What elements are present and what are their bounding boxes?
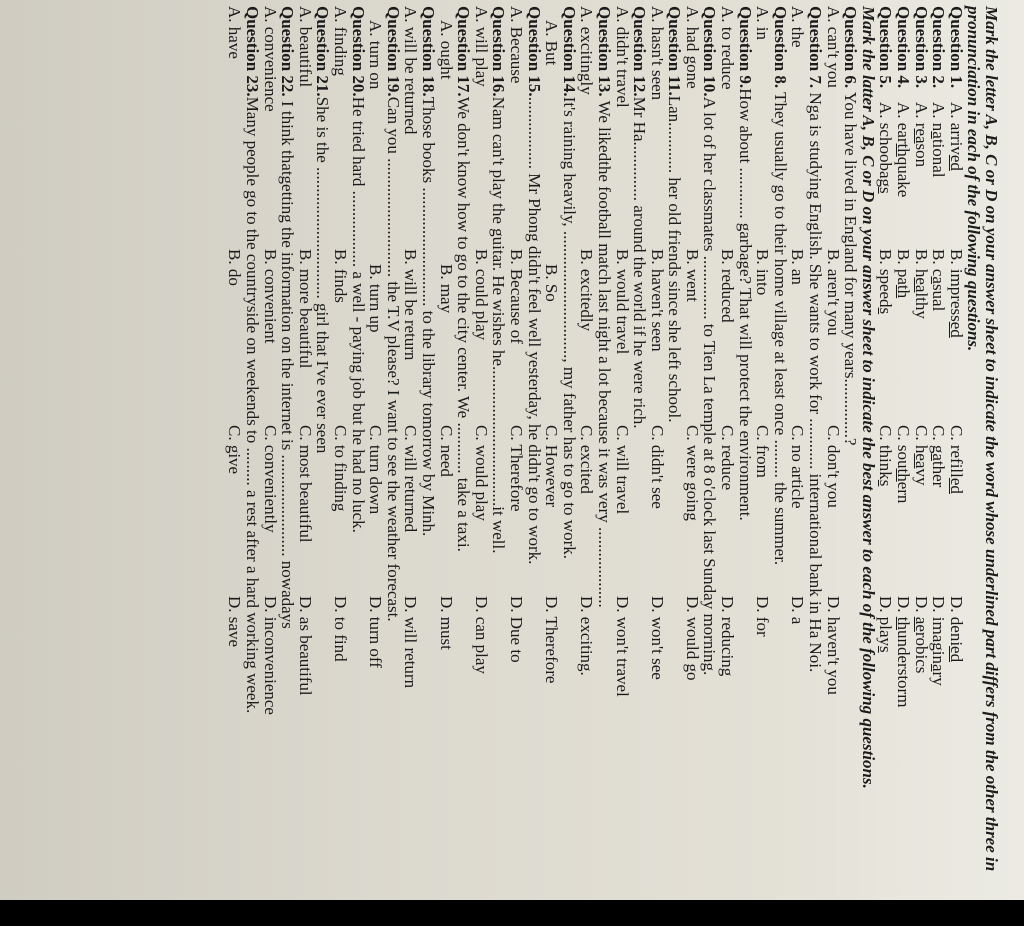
mcq-question-6 — [824, 6, 859, 886]
question-text — [243, 6, 261, 713]
option-a: A. will play — [471, 6, 491, 87]
question-stem-text: It's raining heavily, .............................., my father has to go to work. — [559, 96, 579, 559]
option-d: D. as beautiful — [295, 596, 315, 696]
question-stem-text: Lan............ her old friends since she left school. — [665, 95, 685, 423]
option-d: D. a — [788, 596, 808, 625]
mcq-question-13 — [578, 6, 613, 886]
option-b: B. path — [894, 249, 914, 299]
question-text — [455, 6, 473, 552]
option-c: C. Therefore — [506, 425, 526, 512]
option-c: C. gather — [929, 425, 949, 488]
question-stem-text: You have lived in England for many years..............? — [841, 88, 861, 446]
question-text — [560, 6, 578, 559]
option-c: C. However — [542, 425, 562, 508]
question-number: Question 3. — [911, 6, 931, 89]
question-number: Question 7. — [806, 6, 826, 89]
mcq-question-18 — [402, 6, 437, 886]
question-number: Question 6. — [841, 6, 861, 89]
underlined-part: a — [929, 453, 949, 461]
question-text — [279, 6, 297, 629]
question-stem — [842, 6, 860, 886]
option-c: C. no article — [788, 425, 808, 509]
option-a: A. convenience — [260, 6, 280, 112]
underlined-part: ea — [911, 277, 931, 293]
question-number: Question 22. — [278, 6, 298, 97]
options-row — [226, 6, 244, 886]
option-d: D. for — [753, 596, 773, 637]
underlined-part: ae — [911, 616, 931, 632]
pron-question-4 — [894, 6, 912, 886]
option-c: C. from — [753, 425, 773, 478]
option-b: B. finds — [331, 249, 351, 303]
option-b: B. casual — [929, 249, 949, 312]
question-text — [419, 6, 437, 536]
option-c: C. will travel — [612, 425, 632, 515]
question-text — [314, 6, 332, 453]
question-text — [666, 6, 684, 422]
options-row — [472, 6, 490, 886]
option-d: D. haven't you — [823, 596, 843, 695]
option-a: A. finding — [331, 6, 351, 76]
multiple-choice-questions — [226, 6, 859, 886]
option-d: D. would go — [682, 596, 702, 681]
question-number: Question 15. — [524, 6, 544, 97]
options-row — [824, 6, 842, 886]
option-b: B. may — [436, 264, 456, 314]
option-b: B. convenient — [260, 249, 280, 344]
question-number: Question 17. — [454, 6, 474, 97]
options-row — [296, 6, 314, 886]
options-row — [261, 6, 279, 886]
question-text — [736, 6, 754, 521]
option-d: D. exciting. — [577, 596, 597, 676]
question-number: Question 8. — [770, 6, 790, 89]
question-stem-text: We likedthe football match last night a lot because it was very ................... — [594, 96, 614, 608]
option-a: A. in — [753, 6, 773, 40]
question-text — [349, 6, 367, 533]
option-d: D. must — [436, 596, 456, 650]
mcq-question-19 — [367, 6, 402, 886]
mcq-question-15 — [507, 6, 542, 886]
question-number: Question 12. — [630, 6, 650, 97]
option-c: C. conveniently — [260, 425, 280, 533]
options-row — [543, 6, 561, 886]
question-stem — [525, 6, 543, 886]
question-stem — [349, 6, 367, 886]
option-b: B. impressed — [946, 249, 966, 338]
question-stem — [455, 6, 473, 886]
question-stem-text: A lot of her classmates ............... to Tien La temple at 8 o'clock last Sunday morning. — [700, 96, 720, 676]
option-b: B. could play — [471, 249, 491, 341]
question-text — [631, 6, 649, 429]
question-stem — [419, 6, 437, 886]
question-stem-text: Those books ............................ to the library tomorrow by Minh. — [419, 96, 438, 537]
options-row — [754, 6, 772, 886]
mcq-question-8 — [754, 6, 789, 886]
underlined-part: th — [894, 284, 914, 299]
question-number: Question 11. — [665, 6, 685, 96]
section-2-instruction: Mark the latter A, B, C or D on your answer sheet to indicate the best answer to each of the following questions. — [858, 6, 878, 789]
options-row — [367, 6, 385, 886]
question-stem — [771, 6, 789, 886]
option-c: C. were going — [682, 425, 702, 521]
option-b: B. turn up — [366, 264, 386, 333]
question-number: Question 2. — [929, 6, 949, 89]
question-number: Question 18. — [419, 6, 438, 97]
underlined-part: ed — [946, 321, 966, 338]
option-a: A. schoobags — [876, 102, 896, 194]
question-stem — [631, 6, 649, 886]
question-stem-text: Nga is studying English. She wants to work for ............ international bank in Ha Noi. — [806, 88, 826, 673]
question-stem — [666, 6, 684, 886]
question-stem-text: ................. Mr Phong didn't feel well yesterday, he didn't go to work. — [524, 96, 544, 565]
option-a: A. have — [225, 6, 245, 59]
mcq-question-7 — [789, 6, 824, 886]
underlined-part: a — [929, 664, 949, 672]
option-c: C. didn't see — [647, 425, 667, 509]
question-stem-text: How about ............ garbage? That will protect the environment. — [735, 88, 755, 521]
option-a: A. had gone — [682, 6, 702, 89]
option-d: D. plays — [876, 596, 896, 653]
question-text — [771, 6, 789, 565]
option-b: B. haven't seen — [647, 249, 667, 352]
question-text — [384, 6, 402, 622]
options-row — [402, 6, 420, 886]
option-a: A. will be returned — [401, 6, 421, 135]
option-c: C. don't you — [823, 425, 843, 508]
mcq-question-12 — [613, 6, 648, 886]
question-number: Question 21. — [313, 6, 333, 97]
option-a: A. didn't travel — [612, 6, 632, 108]
option-c: C. give — [225, 425, 245, 475]
question-number: Question 16. — [489, 6, 509, 97]
mcq-question-10 — [683, 6, 718, 886]
question-number: Question 19. — [383, 6, 403, 97]
question-stem-text: I think thatgetting the information on the internet is ........................ nowadays — [278, 96, 298, 629]
option-a: A. Because — [506, 6, 526, 84]
option-c: C. thinks — [876, 425, 896, 487]
question-stem-text: She is the ............................... girl that I've ever seen — [313, 96, 333, 454]
option-c: C. reduce — [718, 425, 738, 491]
question-stem — [384, 6, 402, 886]
option-a: A. excitingly — [577, 6, 597, 95]
question-number: Question 4. — [894, 6, 914, 89]
underlined-part: s — [876, 479, 896, 487]
question-number: Question 14. — [559, 6, 579, 97]
section-1-instruction: Mark the letter A, B, C or D on your answer sheet to indicate the word whose underlined part differs from the other three in pronunciation in each of the following questions. — [964, 6, 1001, 872]
underlined-part: s — [876, 646, 896, 653]
options-row — [613, 6, 631, 886]
option-d: D. save — [225, 596, 245, 647]
option-b: B. aren't you — [823, 249, 843, 336]
option-b: B. would travel — [612, 249, 632, 355]
option-b: B. more beautiful — [295, 249, 315, 369]
question-stem-text: He tried hard .................. a well - paying job but he had no luck. — [348, 96, 368, 533]
option-d: D. denied — [946, 596, 966, 663]
mcq-question-20 — [331, 6, 366, 886]
underlined-part: th — [894, 616, 914, 631]
option-d: D. thunderstorm — [894, 596, 914, 708]
question-stem — [560, 6, 578, 886]
options-row — [331, 6, 349, 886]
question-stem-text: Many people go to the countryside on weekends to ......... a rest after a hard working week. — [243, 96, 263, 714]
question-stem-text: We don't know how to go to the city center. We ............ take a taxi. — [454, 96, 474, 552]
underlined-part: a — [929, 276, 949, 284]
question-text — [490, 6, 508, 553]
underlined-part: ed — [946, 646, 966, 663]
option-b: B. do — [225, 249, 245, 286]
worksheet-content — [226, 6, 1000, 886]
mcq-question-17 — [437, 6, 472, 886]
option-d: D. aerobics — [911, 596, 931, 674]
option-b: B. went — [682, 249, 702, 302]
underlined-part: a — [929, 131, 949, 139]
question-stem-text: They usually go to their home village at least once ......... the summer. — [770, 88, 790, 566]
option-c: C. southern — [894, 425, 914, 504]
question-number: Question 9. — [735, 6, 755, 89]
question-number: Question 1. — [946, 6, 966, 89]
option-d: D. to find — [331, 596, 351, 662]
option-b: B. excitedly — [577, 249, 597, 332]
question-stem — [736, 6, 754, 886]
options-row — [719, 6, 737, 886]
question-text — [525, 6, 543, 564]
question-stem-text: Nam can't play the guitar. He wishes he.................................it well. — [489, 96, 509, 554]
option-b: B. Because of — [506, 249, 526, 344]
pron-question-1 — [947, 6, 965, 886]
underlined-part: ed — [946, 477, 966, 494]
option-c: C. most beautiful — [295, 425, 315, 543]
option-b: B. an — [788, 249, 808, 285]
option-b: B. So — [542, 264, 562, 302]
option-d: D. inconvenience — [260, 596, 280, 715]
options-row — [437, 6, 455, 886]
option-a: A. arrived — [946, 102, 966, 171]
options-row — [578, 6, 596, 886]
options-row — [648, 6, 666, 886]
question-number: Question 13. — [594, 6, 614, 97]
question-number: Question 10. — [700, 6, 720, 97]
option-d: D. reducing — [718, 596, 738, 677]
question-text — [806, 6, 824, 672]
question-stem — [243, 6, 261, 886]
option-a: A. beautiful — [295, 6, 315, 88]
question-text — [701, 6, 719, 675]
option-a: A. to reduce — [718, 6, 738, 90]
option-d: D. won't travel — [612, 596, 632, 697]
option-d: D. will return — [401, 596, 421, 689]
option-d: D. Due to — [506, 596, 526, 663]
options-row — [789, 6, 807, 886]
underlined-part: ed — [946, 154, 966, 171]
option-a: A. reason — [911, 102, 931, 168]
option-a: A. earthquake — [894, 102, 914, 198]
question-stem — [701, 6, 719, 886]
option-b: B. healthy — [911, 249, 931, 319]
option-a: A. national — [929, 102, 949, 178]
question-text — [842, 6, 860, 446]
underlined-part: s — [876, 186, 896, 194]
option-c: C. turn down — [366, 425, 386, 515]
underlined-part: th — [894, 468, 914, 482]
option-c: C. excited — [577, 425, 597, 494]
underlined-part: ea — [911, 453, 931, 469]
option-b: B. reduced — [718, 249, 738, 323]
option-a: A. the — [788, 6, 808, 48]
mcq-question-11 — [648, 6, 683, 886]
options-row — [507, 6, 525, 886]
option-c: C. will returned — [401, 425, 421, 533]
option-d: D. turn off — [366, 596, 386, 668]
pron-question-2 — [930, 6, 948, 886]
pron-question-5 — [877, 6, 895, 886]
option-b: B. speeds — [876, 249, 896, 315]
option-c: C. heavy — [911, 425, 931, 486]
question-stem-text: Can you ............................ the T.V please? I want to see the weather forecast. — [383, 96, 403, 622]
option-b: B. into — [753, 249, 773, 296]
option-d: D. Therefore — [542, 596, 562, 684]
underlined-part: s — [876, 307, 896, 315]
question-stem — [490, 6, 508, 886]
pronunciation-questions — [877, 6, 965, 886]
mcq-question-14 — [543, 6, 578, 886]
option-c: C. to finding — [331, 425, 351, 512]
question-number: Question 23. — [243, 6, 263, 97]
mcq-question-23 — [226, 6, 261, 886]
option-b: B. will be return — [401, 249, 421, 361]
underlined-part: ea — [911, 128, 931, 144]
question-number: Question 5. — [876, 6, 896, 89]
option-c: C. refilled — [946, 425, 966, 494]
option-a: A. can't you — [823, 6, 843, 88]
option-d: D. can play — [471, 596, 491, 674]
mcq-question-22 — [261, 6, 296, 886]
option-c: C. need — [436, 425, 456, 477]
question-stem — [806, 6, 824, 886]
option-d: D. imaginary — [929, 596, 949, 686]
question-text — [595, 6, 613, 608]
question-stem — [314, 6, 332, 886]
mcq-question-9 — [719, 6, 754, 886]
option-a: A. But — [542, 20, 562, 66]
question-stem — [595, 6, 613, 886]
option-a: A. ought — [436, 20, 456, 80]
mcq-question-16 — [472, 6, 507, 886]
option-a: A. turn on — [366, 20, 386, 90]
mcq-question-21 — [296, 6, 331, 886]
option-a: A. hasn't seen — [647, 6, 667, 101]
underlined-part: th — [894, 143, 914, 157]
options-row — [683, 6, 701, 886]
option-c: C. would play — [471, 425, 491, 521]
question-stem-text: Mr Ha.............. around the world if he were rich. — [630, 96, 650, 429]
option-d: D. won't see — [647, 596, 667, 680]
question-number: Question 20. — [348, 6, 368, 97]
pron-question-3 — [912, 6, 930, 886]
question-stem — [279, 6, 297, 886]
